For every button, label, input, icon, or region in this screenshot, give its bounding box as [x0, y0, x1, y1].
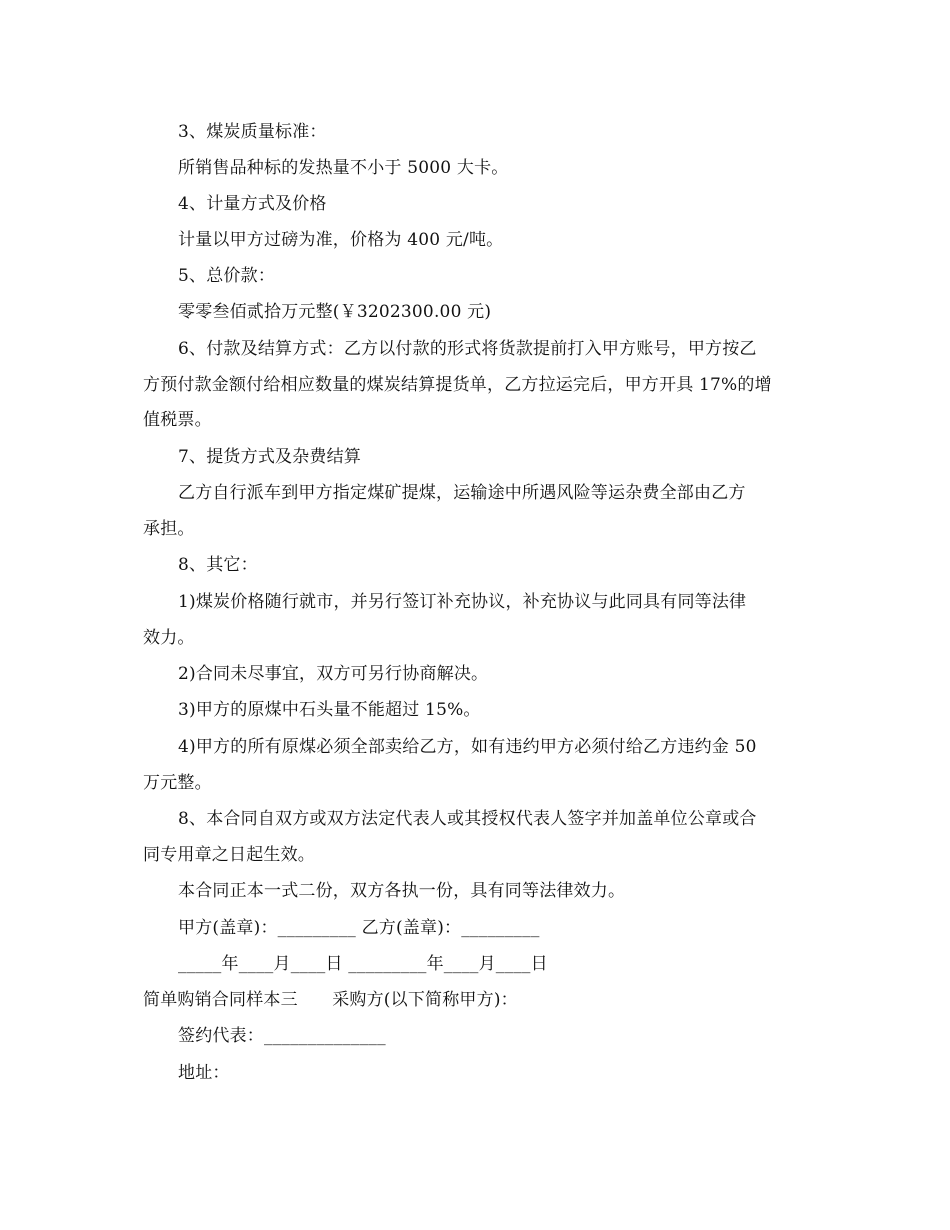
effective-clause-line-1: 8、本合同自双方或双方法定代表人或其授权代表人签字并加盖单位公章或合 [178, 809, 757, 829]
address-line: 地址： [178, 1063, 230, 1083]
clause-8-item-3: 3)甲方的原煤中石头量不能超过 15%。 [178, 700, 481, 720]
clause-4-heading: 4、计量方式及价格 [178, 194, 327, 214]
clause-8-item-4-line-1: 4)甲方的所有原煤必须全部卖给乙方，如有违约甲方必须付给乙方违约金 50 [178, 737, 757, 757]
copies-clause: 本合同正本一式二份，双方各执一份，具有同等法律效力。 [178, 881, 626, 901]
clause-8-item-1-line-2: 效力。 [143, 628, 195, 648]
signing-representative-line: 签约代表：______________ [178, 1026, 386, 1046]
effective-clause-line-2: 同专用章之日起生效。 [143, 845, 315, 865]
clause-8-item-4-line-2: 万元整。 [143, 773, 212, 793]
sample-three-title: 简单购销合同样本三 采购方(以下简称甲方)： [143, 990, 518, 1010]
clause-8-heading: 8、其它： [178, 555, 258, 575]
clause-3-text: 所销售品种标的发热量不小于 5000 大卡。 [178, 158, 509, 178]
clause-3-heading: 3、煤炭质量标准： [178, 122, 327, 142]
signature-seal-line: 甲方(盖章)：_________ 乙方(盖章)：_________ [178, 918, 540, 938]
clause-5-text: 零零叁佰贰拾万元整(￥3202300.00 元) [178, 302, 492, 322]
signature-date-line: _____年____月____日 _________年____月____日 [178, 954, 548, 974]
clause-6-line-3: 值税票。 [143, 410, 212, 430]
clause-5-heading: 5、总价款： [178, 266, 276, 286]
clause-8-item-1-line-1: 1)煤炭价格随行就市，并另行签订补充协议，补充协议与此同具有同等法律 [178, 592, 747, 612]
clause-6-line-1: 6、付款及结算方式：乙方以付款的形式将货款提前打入甲方账号，甲方按乙 [178, 339, 757, 359]
clause-7-line-1: 乙方自行派车到甲方指定煤矿提煤，运输途中所遇风险等运杂费全部由乙方 [178, 483, 746, 503]
clause-4-text: 计量以甲方过磅为准，价格为 400 元/吨。 [178, 230, 504, 250]
clause-7-line-2: 承担。 [143, 519, 195, 539]
clause-7-heading: 7、提货方式及杂费结算 [178, 447, 362, 467]
clause-8-item-2: 2)合同未尽事宜，双方可另行协商解决。 [178, 664, 489, 684]
clause-6-line-2: 方预付款金额付给相应数量的煤炭结算提货单，乙方拉运完后，甲方开具 17%的增 [143, 375, 772, 395]
